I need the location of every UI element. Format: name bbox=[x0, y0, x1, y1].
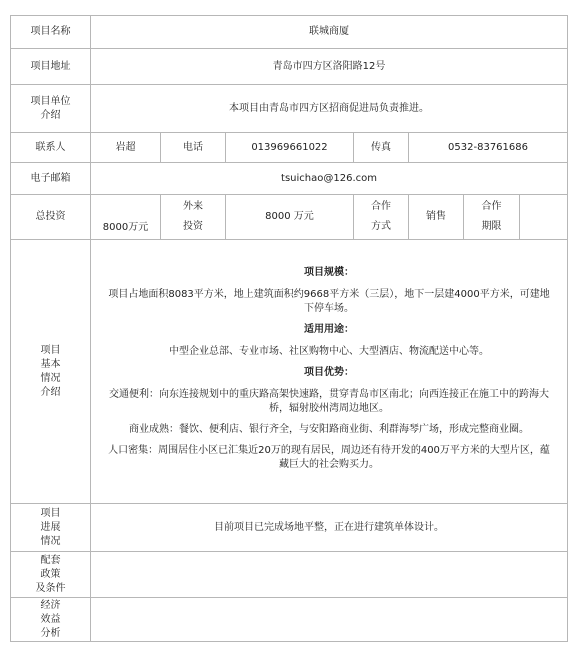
project-info-table bbox=[10, 15, 568, 642]
row-basic-info bbox=[11, 240, 568, 504]
phone-label: 电话 bbox=[161, 133, 226, 163]
project-info-sheet bbox=[10, 15, 567, 642]
email-label: 电子邮箱 bbox=[11, 163, 91, 195]
basic-info-label-line3: 情况 bbox=[40, 372, 61, 384]
contact-name: 岩超 bbox=[91, 133, 161, 163]
coop-mode-line2: 方式 bbox=[371, 221, 391, 232]
coop-period-label bbox=[464, 195, 520, 240]
basic-info-label-line4: 介绍 bbox=[40, 386, 61, 398]
progress-label-line1: 项目 bbox=[40, 507, 61, 519]
coop-mode-label bbox=[354, 195, 409, 240]
project-unit-label-line1: 项目单位 bbox=[30, 95, 71, 107]
basic-info-label bbox=[11, 240, 91, 504]
basic-info-label-line1: 项目 bbox=[40, 344, 61, 356]
project-address-value: 青岛市四方区洛阳路12号 bbox=[91, 49, 568, 85]
row-project-address bbox=[11, 49, 568, 85]
progress-value: 目前项目已完成场地平整，正在进行建筑单体设计。 bbox=[91, 504, 568, 552]
foreign-investment-label bbox=[161, 195, 226, 240]
progress-label bbox=[11, 504, 91, 552]
sale-label: 销售 bbox=[409, 195, 464, 240]
use-text: 中型企业总部、专业市场、社区购物中心、大型酒店、物流配送中心等。 bbox=[169, 346, 490, 357]
project-name-value: 联城商厦 bbox=[91, 16, 568, 49]
benefit-label-line2: 效益 bbox=[40, 613, 61, 625]
scale-heading: 项目规模： bbox=[304, 267, 355, 278]
row-project-unit bbox=[11, 85, 568, 133]
email-value: tsuichao@126.com bbox=[91, 163, 568, 195]
scale-text: 项目占地面积8083平方米，地上建筑面积约9668平方米（三层），地下一层建4000平方米，可建地下停车场。 bbox=[108, 289, 550, 314]
foreign-investment-value: 8000 万元 bbox=[226, 195, 354, 240]
foreign-label-line1: 外来 bbox=[183, 201, 203, 212]
investment-total: 8000万元 bbox=[91, 195, 161, 240]
contact-label: 联系人 bbox=[11, 133, 91, 163]
investment-label: 总投资 bbox=[11, 195, 91, 240]
row-project-name bbox=[11, 16, 568, 49]
benefit-label-line3: 分析 bbox=[40, 627, 61, 639]
policy-label-line3: 及条件 bbox=[35, 582, 66, 594]
project-address-label: 项目地址 bbox=[11, 49, 91, 85]
fax-label: 传真 bbox=[354, 133, 409, 163]
coop-period-value bbox=[520, 195, 568, 240]
use-heading: 适用用途： bbox=[304, 324, 355, 335]
benefit-label bbox=[11, 598, 91, 642]
basic-info-label-line2: 基本 bbox=[40, 358, 61, 370]
progress-label-line3: 情况 bbox=[40, 535, 61, 547]
advantage-business: 商业成熟：餐饮、便利店、银行齐全，与安阳路商业街、利群海琴广场，形成完整商业圈。 bbox=[129, 424, 530, 435]
fax-value: 0532-83761686 bbox=[409, 133, 568, 163]
benefit-label-line1: 经济 bbox=[40, 599, 61, 611]
project-unit-value: 本项目由青岛市四方区招商促进局负责推进。 bbox=[91, 85, 568, 133]
policy-label bbox=[11, 552, 91, 598]
project-name-label: 项目名称 bbox=[11, 16, 91, 49]
advantage-heading: 项目优势： bbox=[304, 367, 355, 378]
phone-value: 013969661022 bbox=[226, 133, 354, 163]
project-unit-label bbox=[11, 85, 91, 133]
policy-label-line2: 政策 bbox=[40, 568, 61, 580]
row-investment bbox=[11, 195, 568, 240]
coop-period-line2: 期限 bbox=[481, 221, 502, 232]
project-unit-label-line2: 介绍 bbox=[40, 109, 61, 121]
foreign-label-line2: 投资 bbox=[183, 221, 203, 232]
row-progress bbox=[11, 504, 568, 552]
row-contact bbox=[11, 133, 568, 163]
advantage-population: 人口密集：周围居住小区已汇集近20万的现有居民，周边还有待开发的400万平方米的大型片区，蕴藏巨大的社会购买力。 bbox=[108, 445, 550, 470]
advantage-traffic: 交通便利：向东连接规划中的重庆路高架快速路，贯穿青岛市区南北；向西连接正在施工中的跨海大桥，辐射胶州湾周边地区。 bbox=[109, 389, 550, 414]
coop-period-line1: 合作 bbox=[481, 201, 502, 212]
row-email bbox=[11, 163, 568, 195]
benefit-value bbox=[91, 598, 568, 642]
progress-label-line2: 进展 bbox=[40, 521, 61, 533]
row-benefit bbox=[11, 598, 568, 642]
row-policy bbox=[11, 552, 568, 598]
policy-value bbox=[91, 552, 568, 598]
basic-info-content bbox=[91, 240, 568, 504]
policy-label-line1: 配套 bbox=[40, 554, 61, 566]
coop-mode-line1: 合作 bbox=[371, 201, 391, 212]
